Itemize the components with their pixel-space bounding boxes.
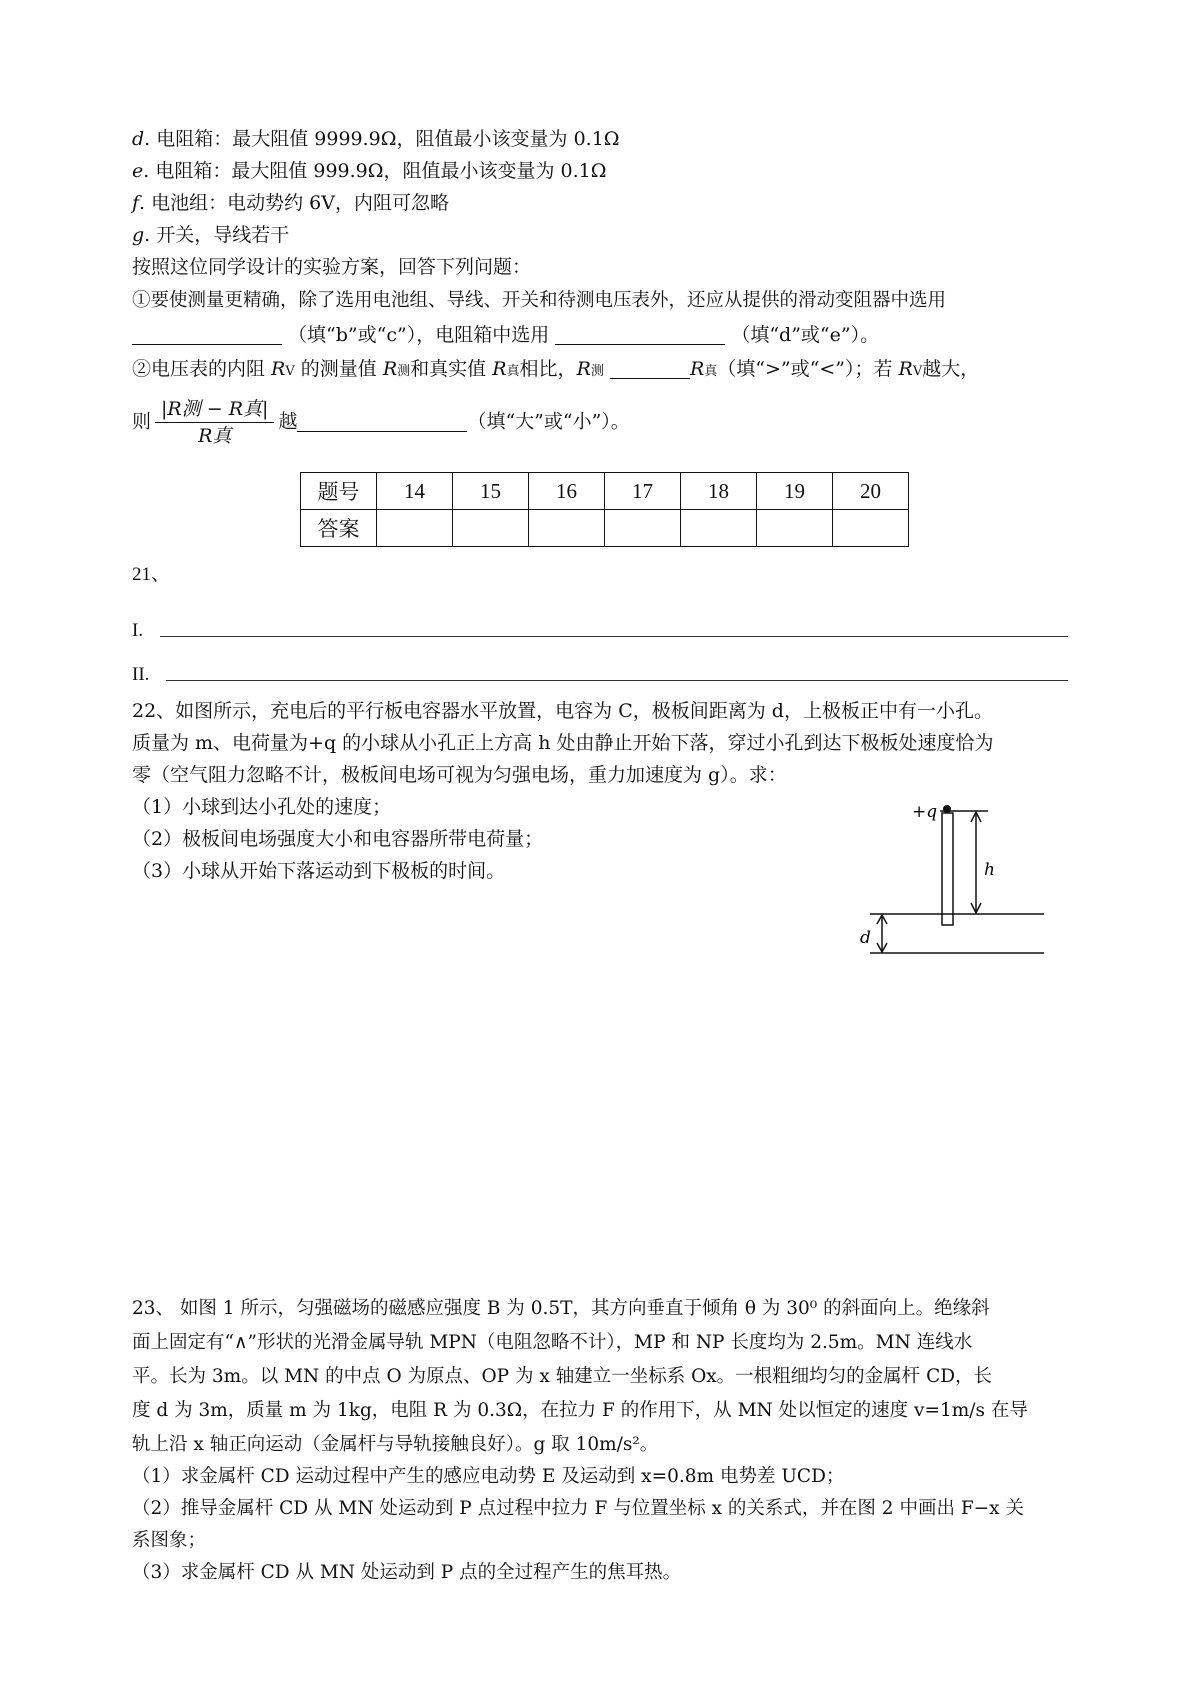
q23-sub2a: （2）推导金属杆 CD 从 MN 处运动到 P 点过程中拉力 F 与位置坐标 x 的关系式，并在图 2 中画出 F−x 关 <box>132 1498 1024 1519</box>
q23-line3: 平。长为 3m。以 MN 的中点 O 为原点、OP 为 x 轴建立一坐标系 Ox。一根粗细均匀的金属杆 CD，长 <box>132 1366 993 1387</box>
r-sub: 测 <box>590 364 604 379</box>
answer-cell[interactable] <box>453 510 529 547</box>
item-g <box>132 220 289 250</box>
r-symbol: R <box>576 358 591 380</box>
item-text: . 电池组：电动势约 6V，内阻可忽略 <box>139 192 449 214</box>
question-number: 16 <box>529 473 605 510</box>
q1-fill-hint-1: （填“b”或“c”），电阻箱中选用 <box>288 324 550 346</box>
r-sub: V <box>912 364 923 379</box>
answer-blank-2[interactable] <box>555 322 725 345</box>
q23-sub2b: 系图象； <box>132 1530 207 1551</box>
label-h: h <box>984 860 995 880</box>
q21-part1-label: I. <box>132 620 144 641</box>
answer-blank-4[interactable] <box>297 409 467 432</box>
answer-cell[interactable] <box>757 510 833 547</box>
q21-label: 21、 <box>132 564 171 585</box>
q23-line5: 轨上沿 x 轴正向运动（金属杆与导轨接触良好）。g 取 10m/s²。 <box>132 1434 659 1455</box>
q2-text: 相比， <box>519 358 577 380</box>
r-sub: 真 <box>506 364 520 379</box>
answer-cell[interactable] <box>681 510 757 547</box>
q1-fill-hint-2: （填“d”或“e”）。 <box>731 324 880 346</box>
item-text: . 开关，导线若干 <box>144 224 290 246</box>
question-number: 17 <box>605 473 681 510</box>
item-letter: d <box>132 128 145 150</box>
answer-cell[interactable] <box>605 510 681 547</box>
table-row <box>301 473 909 510</box>
r-symbol: R <box>382 358 398 380</box>
intro-line: 按照这位同学设计的实验方案，回答下列问题： <box>132 256 532 278</box>
q21-part2-label: II. <box>132 664 150 685</box>
q22-sub3: （3）小球从开始下落运动到下极板的时间。 <box>132 860 506 882</box>
fraction-numerator: |R测 − R真| <box>155 396 274 423</box>
label-q: +q <box>912 802 938 822</box>
q2-text: ②电压表的内阻 <box>132 358 272 380</box>
q2-text: 越大， <box>922 358 980 380</box>
q22-sub1: （1）小球到达小孔处的速度； <box>132 796 392 818</box>
question-number: 14 <box>377 473 453 510</box>
r-symbol: R <box>492 358 507 380</box>
question-number: 18 <box>681 473 757 510</box>
q23-line4: 度 d 为 3m，质量 m 为 1kg，电阻 R 为 0.3Ω，在拉力 F 的作用下，从 MN 处以恒定的速度 v=1m/s 在导 <box>132 1400 1028 1421</box>
r-sub: 测 <box>397 364 411 379</box>
answer-blank-1[interactable] <box>132 322 282 345</box>
q2-text: 和真实值 <box>410 358 493 380</box>
answer-cell[interactable] <box>377 510 453 547</box>
r-sub: V <box>285 364 295 379</box>
q23-line1: 23、 如图 1 所示，匀强磁场的磁感应强度 B 为 0.5T，其方向垂直于倾角 θ 为 30⁰ 的斜面向上。绝缘斜 <box>132 1298 990 1319</box>
q22-line3: 零（空气阻力忽略不计，极板间电场可视为匀强电场，重力加速度为 g）。求： <box>132 764 787 786</box>
q22-line1: 22、如图所示，充电后的平行板电容器水平放置，电容为 C，极板间距离为 d，上极板正中有一小孔。 <box>132 700 993 722</box>
fraction-denominator: R真 <box>198 425 232 447</box>
question-number: 19 <box>757 473 833 510</box>
q23-line2: 面上固定有“∧”形状的光滑金属导轨 MPN（电阻忽略不计），MP 和 NP 长度均为 2.5m。MN 连线水 <box>132 1332 973 1353</box>
item-letter: f <box>132 192 140 214</box>
q1-line1: ①要使测量更精确，除了选用电池组、导线、开关和待测电压表外，还应从提供的滑动变阻器中选用 <box>132 290 947 311</box>
q23-sub3: （3）求金属杆 CD 从 MN 处运动到 P 点的全过程产生的焦耳热。 <box>132 1562 682 1583</box>
table-row <box>301 510 909 547</box>
capacitor-figure <box>840 795 1060 965</box>
r-symbol: R <box>271 358 286 380</box>
q22-sub2: （2）极板间电场强度大小和电容器所带电荷量； <box>132 828 544 850</box>
item-e <box>132 156 607 186</box>
hole-column <box>942 813 953 925</box>
q2-text: 越 <box>278 410 298 433</box>
item-letter: e <box>132 160 144 182</box>
q2-text: （填“>”或“<”）；若 <box>717 358 899 380</box>
item-letter: g <box>132 224 145 246</box>
answer-blank-3[interactable] <box>610 356 690 379</box>
fraction <box>155 396 274 449</box>
r-sub: 真 <box>704 364 718 379</box>
answer-table <box>300 472 909 547</box>
r-symbol: R <box>898 358 913 380</box>
q2-text: 的测量值 <box>294 358 383 380</box>
question-number: 20 <box>833 473 909 510</box>
q22-line2: 质量为 m、电荷量为+q 的小球从小孔正上方高 h 处由静止开始下落，穿过小孔到达下极板处速度恰为 <box>132 732 994 754</box>
answer-line-2[interactable] <box>166 680 1068 681</box>
q1-line2 <box>132 320 879 350</box>
q2-text: （填“大”或“小”）。 <box>467 410 630 433</box>
question-number: 15 <box>453 473 529 510</box>
q2-line1 <box>132 354 979 387</box>
answer-cell[interactable] <box>833 510 909 547</box>
q2-text: 则 <box>132 410 152 433</box>
label-d: d <box>860 928 871 948</box>
item-text: . 电阻箱：最大阻值 9999.9Ω，阻值最小该变量为 0.1Ω <box>144 128 620 150</box>
item-text: . 电阻箱：最大阻值 999.9Ω，阻值最小该变量为 0.1Ω <box>143 160 607 182</box>
charged-ball <box>943 805 951 813</box>
answer-cell[interactable] <box>529 510 605 547</box>
r-symbol: R <box>689 358 705 380</box>
q2-line2 <box>132 396 630 449</box>
table-header: 题号 <box>301 473 377 510</box>
answer-line-1[interactable] <box>160 636 1068 637</box>
item-f <box>132 188 449 218</box>
item-d <box>132 124 620 154</box>
table-header: 答案 <box>301 510 377 547</box>
q23-sub1: （1）求金属杆 CD 运动过程中产生的感应电动势 E 及运动到 x=0.8m 电势差 UCD； <box>132 1466 845 1487</box>
